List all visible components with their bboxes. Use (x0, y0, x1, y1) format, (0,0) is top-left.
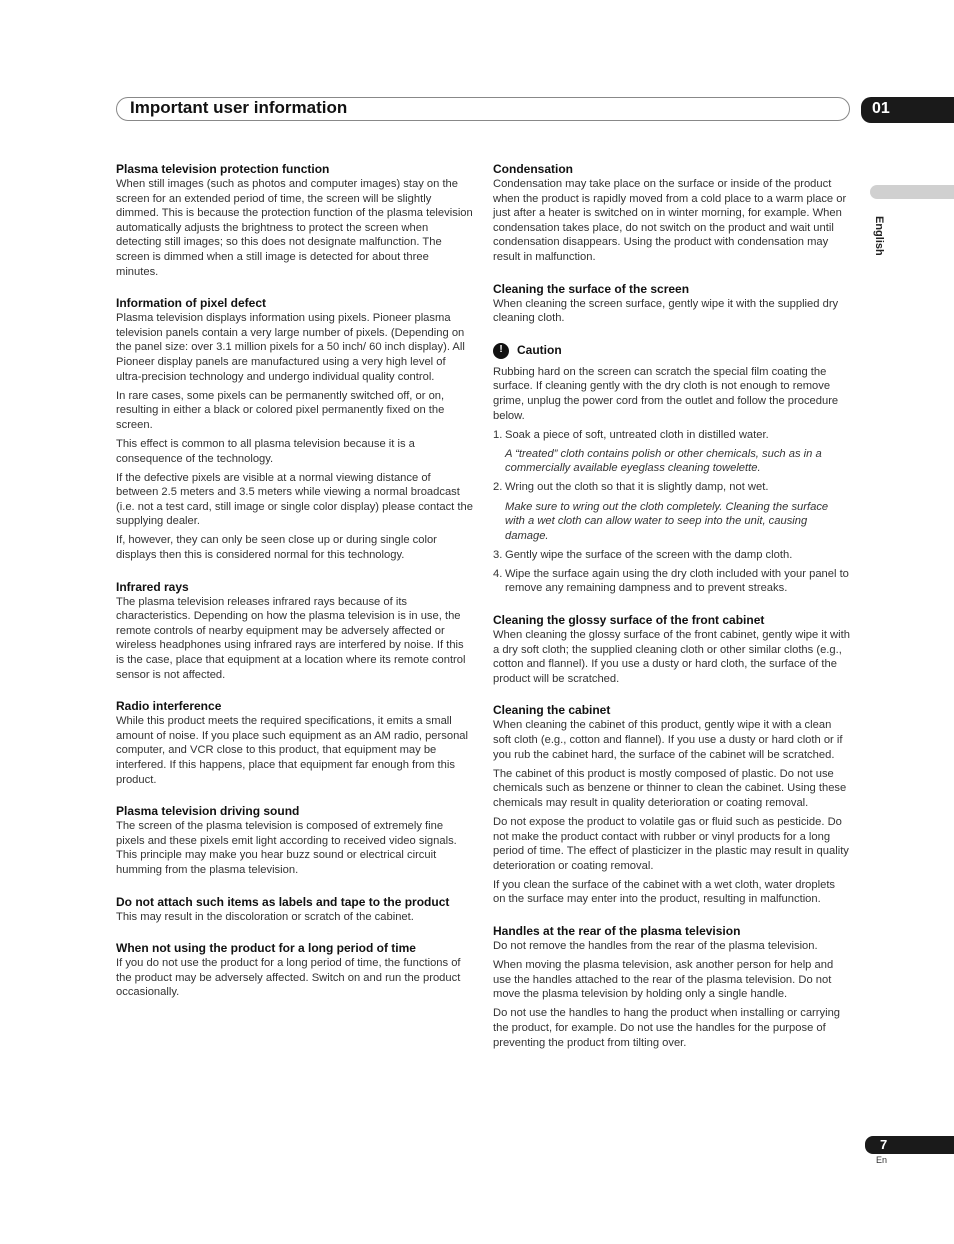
section-heading: Handles at the rear of the plasma television (493, 924, 741, 939)
step-note: Make sure to wring out the cloth completely. Cleaning the surface with a wet cloth can allow water to seep into the unit, causing damage. (505, 500, 829, 542)
step-text: Wring out the cloth so that it is slightly damp, not wet. (505, 481, 769, 494)
paragraph: The cabinet of this product is mostly composed of plastic. Do not use chemicals such as benzene or thinner to clean the cabinet. Using these chemicals may result in quality deterioration or coating removal. (493, 767, 847, 809)
paragraph: In rare cases, some pixels can be permanently switched off, or on, resulting in either a black or colored pixel permanently fixed on the screen. (116, 389, 445, 431)
paragraph: Condensation may take place on the surface or inside of the product when the product is rapidly moved from a cold place to a warm place or just after a heater is switched on in winter morning, for example. When condensation takes place, do not switch on the product and wait until condensation disappears. Using the product with condensation may result in malfunction. (493, 178, 847, 263)
section-protection-function (116, 162, 474, 279)
section-heading: Radio interference (116, 699, 222, 714)
section-heading: Cleaning the cabinet (493, 703, 611, 718)
step-note: A “treated” cloth contains polish or other chemicals, such as in a commercially available eyeglass cleaning towelette. (505, 447, 822, 475)
paragraph: If you do not use the product for a long period of time, the functions of the product may be adversely affected. Switch on and run the product occasionally. (116, 957, 461, 999)
section-pixel-defect (116, 296, 474, 563)
section-heading: Cleaning the surface of the screen (493, 281, 690, 296)
right-column (493, 162, 850, 1067)
section-handles (493, 924, 850, 1050)
caution-label: Caution (517, 343, 562, 358)
list-item (493, 480, 850, 495)
caution-intro: Rubbing hard on the screen can scratch the special film coating the surface. If cleaning gently with the dry cloth is not enough to remove grime, unplug the power cord from the outlet and follow the procedure below. (493, 365, 839, 422)
paragraph: When cleaning the cabinet of this product, gently wipe it with a clean soft cloth (e.g., cotton and flannel). If you use a dusty or hard cloth or if you rub the cabinet hard, the surface of the cabinet will be scratched. (493, 719, 843, 761)
step-number: 4. (493, 567, 503, 580)
section-cleaning-cabinet (493, 703, 850, 907)
section-labels-tape (116, 895, 474, 925)
paragraph: This effect is common to all plasma television because it is a consequence of the technology. (116, 437, 415, 465)
step-number: 1. (493, 428, 503, 441)
paragraph: When still images (such as photos and computer images) stay on the screen for an extended period of time, the screen will be slightly dimmed. This is because the protection function of the plasma television automatically adjusts the brightness to protect the screen when detecting still images; so this does not designate malfunction. The screen is dimmed when a still image is detected for about three minutes. (116, 178, 473, 278)
paragraph: If you clean the surface of the cabinet with a wet cloth, water droplets on the surface may enter into the product, resulting in malfunction. (493, 878, 836, 906)
section-glossy-cabinet (493, 613, 850, 686)
step-text: Gently wipe the surface of the screen with the damp cloth. (505, 548, 793, 561)
paragraph: Do not remove the handles from the rear of the plasma television. (493, 940, 818, 953)
section-heading: Cleaning the glossy surface of the front cabinet (493, 613, 765, 628)
section-driving-sound (116, 804, 474, 877)
left-column (116, 162, 474, 1017)
paragraph: While this product meets the required specifications, it emits a small amount of noise. If you place such equipment as an AM radio, personal computer, and VCR close to this product, that equipment may be interfered. If this happens, place that equipment far enough from this product. (116, 715, 468, 786)
section-heading: When not using the product for a long period of time (116, 941, 416, 956)
caution-icon: ! (493, 343, 509, 359)
section-heading: Plasma television driving sound (116, 804, 300, 819)
paragraph: Do not expose the product to volatile gas or fluid such as pesticide. Do not make the product contact with rubber or vinyl products for a long period of time. The effect of plasticizer in the plastic may result in quality deterioration or coating removal. (493, 816, 849, 872)
chapter-number: 01 (872, 100, 890, 117)
paragraph: When cleaning the glossy surface of the front cabinet, gently wipe it with a dry soft cloth; the supplied cleaning cloth or other similar cloths (e.g., cotton and flannel). If you use a dusty or hard cloth, the surface of the product will be scratched. (493, 629, 850, 685)
section-heading: Condensation (493, 162, 573, 176)
paragraph: If the defective pixels are visible at a normal viewing distance of between 2.5 meters and 3.5 meters while viewing a normal broadcast (i.e. not a test card, still image or single color display) please contact the supplying dealer. (116, 471, 473, 528)
section-condensation (493, 162, 850, 265)
section-cleaning-screen (493, 282, 850, 326)
section-heading: Infrared rays (116, 579, 189, 594)
list-item (493, 567, 850, 596)
paragraph: Plasma television displays information using pixels. Pioneer plasma television panels contain a very large number of pixels. (Depending on the panel size: over 3.1 million pixels for a 50 inch/ 60 inch display). All Pioneer display panels are manufactured using a very high level of ultra-precision technology and undergo individual quality control. (116, 312, 465, 383)
section-long-period (116, 941, 474, 1000)
paragraph: Do not use the handles to hang the product when installing or carrying the product, for example. Do not use the handles for the purpose of preventing the product from tilting over. (493, 1007, 841, 1049)
paragraph: When cleaning the screen surface, gently wipe it with the supplied dry cleaning cloth. (493, 297, 839, 325)
caution-block (493, 343, 850, 596)
paragraph: The screen of the plasma television is composed of extremely fine pixels and these pixels emit light according to received video signals. This principle may make you hear buzz sound or electrical circuit humming from the plasma television. (116, 820, 457, 876)
paragraph: The plasma television releases infrared rays because of its characteristics. Depending on how the plasma television is in use, the remote controls of nearby equipment may be adversely affected or wireless headphones using infrared rays are interfered by noise. If this is the case, place that equipment at a location where its remote control sensor is not affected. (116, 595, 466, 681)
paragraph: If, however, they can only be seen close up or during single color displays then this is considered normal for this technology. (116, 534, 437, 562)
section-heading: Do not attach such items as labels and tape to the product (116, 894, 450, 909)
section-infrared-rays (116, 580, 474, 683)
caution-heading (493, 343, 850, 359)
step-text: Wipe the surface again using the dry cloth included with your panel to remove any remaining dampness and to prevent streaks. (505, 567, 849, 595)
section-radio-interference (116, 699, 474, 787)
page-number-tab (865, 1136, 954, 1154)
cleaning-steps (493, 428, 850, 596)
section-heading: Plasma television protection function (116, 162, 330, 176)
paragraph: This may result in the discoloration or scratch of the cabinet. (116, 910, 414, 923)
page-title: Important user information (130, 98, 348, 117)
list-item (493, 428, 850, 443)
list-item (493, 548, 850, 563)
language-label: English (873, 216, 885, 256)
step-text: Soak a piece of soft, untreated cloth in distilled water. (505, 428, 769, 441)
step-number: 3. (493, 548, 503, 561)
paragraph: When moving the plasma television, ask another person for help and use the handles attached to the rear of the plasma television. Do not move the plasma television by holding only a single handle. (493, 959, 834, 1001)
page-language: En (876, 1155, 888, 1165)
page-number: 7 (880, 1137, 888, 1152)
step-number: 2. (493, 481, 503, 494)
section-heading: Information of pixel defect (116, 296, 267, 311)
language-tab (870, 185, 954, 199)
